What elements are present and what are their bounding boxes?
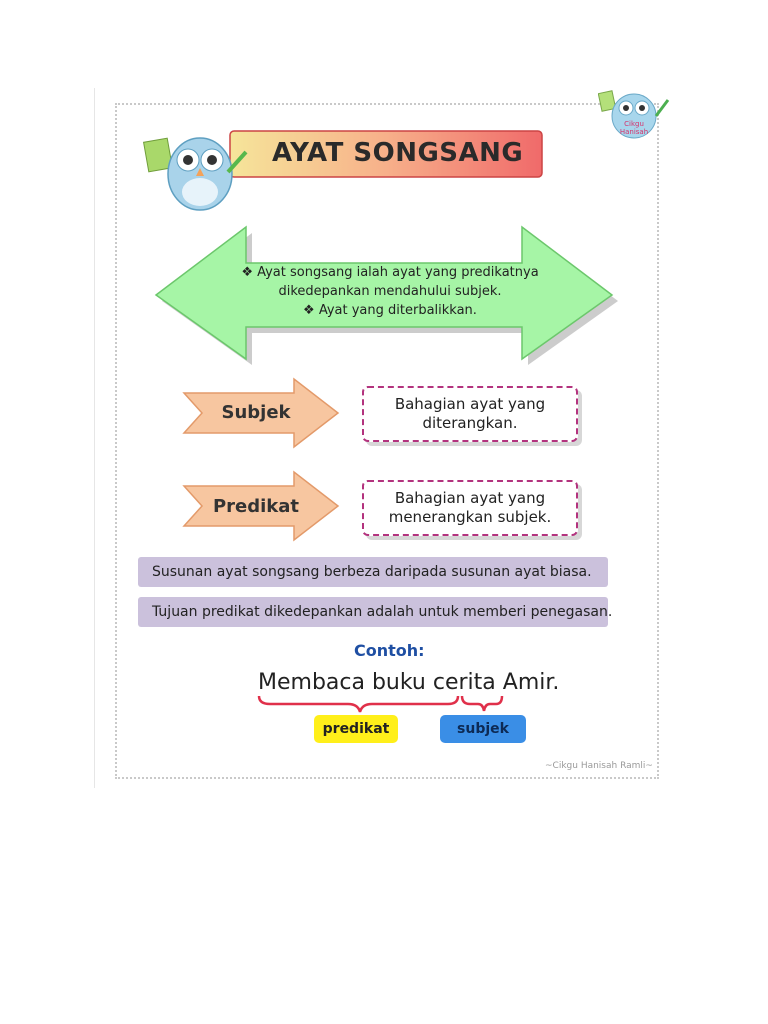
logo-text-1: Cikgu [624, 120, 644, 128]
note-bar-2: Tujuan predikat dikedepankan adalah untuk memberi penegasan. [138, 597, 608, 627]
page-title: AYAT SONGSANG [272, 138, 524, 168]
predikat-desc-line-1: Bahagian ayat yang [394, 489, 546, 507]
example-subject-text: Amir. [502, 670, 560, 695]
subjek-label: Subjek [221, 402, 291, 423]
subject-tag: subjek [440, 715, 526, 743]
definition-line-2: dikedepankan mendahului subjek. [278, 284, 502, 299]
predicate-tag: predikat [314, 715, 398, 743]
definition-line-3: ❖ Ayat yang diterbalikkan. [303, 303, 477, 318]
example-braces [256, 694, 506, 714]
owl-mascot-icon [142, 126, 254, 216]
predikat-desc-line-2: menerangkan subjek. [388, 508, 552, 526]
credit-text: ~Cikgu Hanisah Ramli~ [545, 761, 653, 771]
logo-owl-icon [598, 86, 670, 142]
note-bar-1: Susunan ayat songsang berbeza daripada susunan ayat biasa. [138, 557, 608, 587]
example-sentence [258, 670, 559, 695]
definition-text [210, 263, 570, 320]
subjek-desc-line-1: Bahagian ayat yang [394, 395, 546, 413]
example-heading: Contoh: [354, 641, 425, 660]
example-predicate-text: Membaca buku cerita [258, 670, 496, 695]
definition-line-1: ❖ Ayat songsang ialah ayat yang predikatnya [241, 265, 539, 280]
predikat-definition-box [362, 480, 578, 536]
logo-text-2: Hanisah [619, 128, 649, 136]
subjek-definition-box [362, 386, 578, 442]
subjek-desc-line-2: diterangkan. [422, 414, 518, 432]
page-edge-line [94, 88, 95, 788]
predikat-label: Predikat [212, 496, 300, 517]
